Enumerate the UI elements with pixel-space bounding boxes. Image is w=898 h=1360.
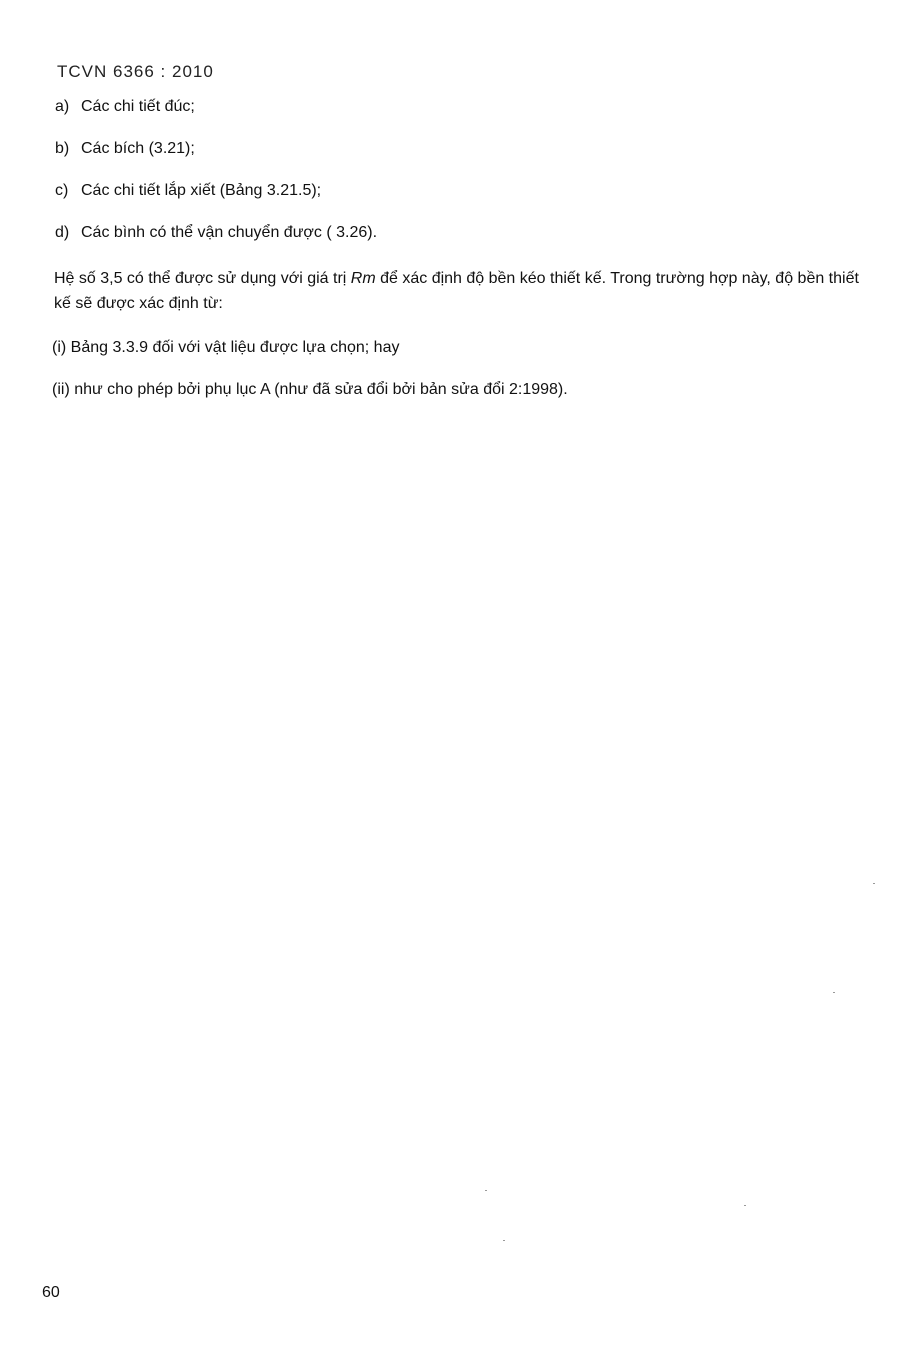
document-header: TCVN 6366 : 2010 [57,62,214,81]
list-item-b [55,139,195,159]
scan-speck [485,1190,487,1191]
list-marker: d) [55,224,70,241]
option-i: (i) Bảng 3.3.9 đối với vật liệu được lựa chọn; hay [52,339,400,356]
paragraph-text-before: Hệ số 3,5 có thể được sử dụng với giá trị [54,270,351,287]
list-item-a [55,97,195,117]
option-ii: (ii) như cho phép bởi phụ lục A (như đã sửa đổi bởi bản sửa đổi 2:1998). [52,381,568,398]
list-marker: c) [55,182,69,199]
list-item-text: Các bích (3.21); [81,140,195,157]
scan-speck [873,883,875,884]
page-number: 60 [42,1284,60,1301]
list-item-text: Các chi tiết lắp xiết (Bảng 3.21.5); [81,182,322,199]
scan-speck [833,992,835,993]
scan-speck [744,1205,746,1206]
list-item-c [55,181,321,201]
list-item-text: Các chi tiết đúc; [81,98,195,115]
list-marker: a) [55,98,70,115]
rm-symbol: Rm [350,270,376,287]
body-paragraph [54,266,862,316]
paragraph-text-after: để xác định độ bền kéo thiết kế. Trong trường hợp này, độ bền thiết kế sẽ được xác định từ: [54,270,859,312]
list-item-text: Các bình có thể vận chuyển được ( 3.26). [81,224,378,241]
list-marker: b) [55,140,70,157]
list-item-d [55,223,377,243]
scan-speck [503,1240,505,1241]
